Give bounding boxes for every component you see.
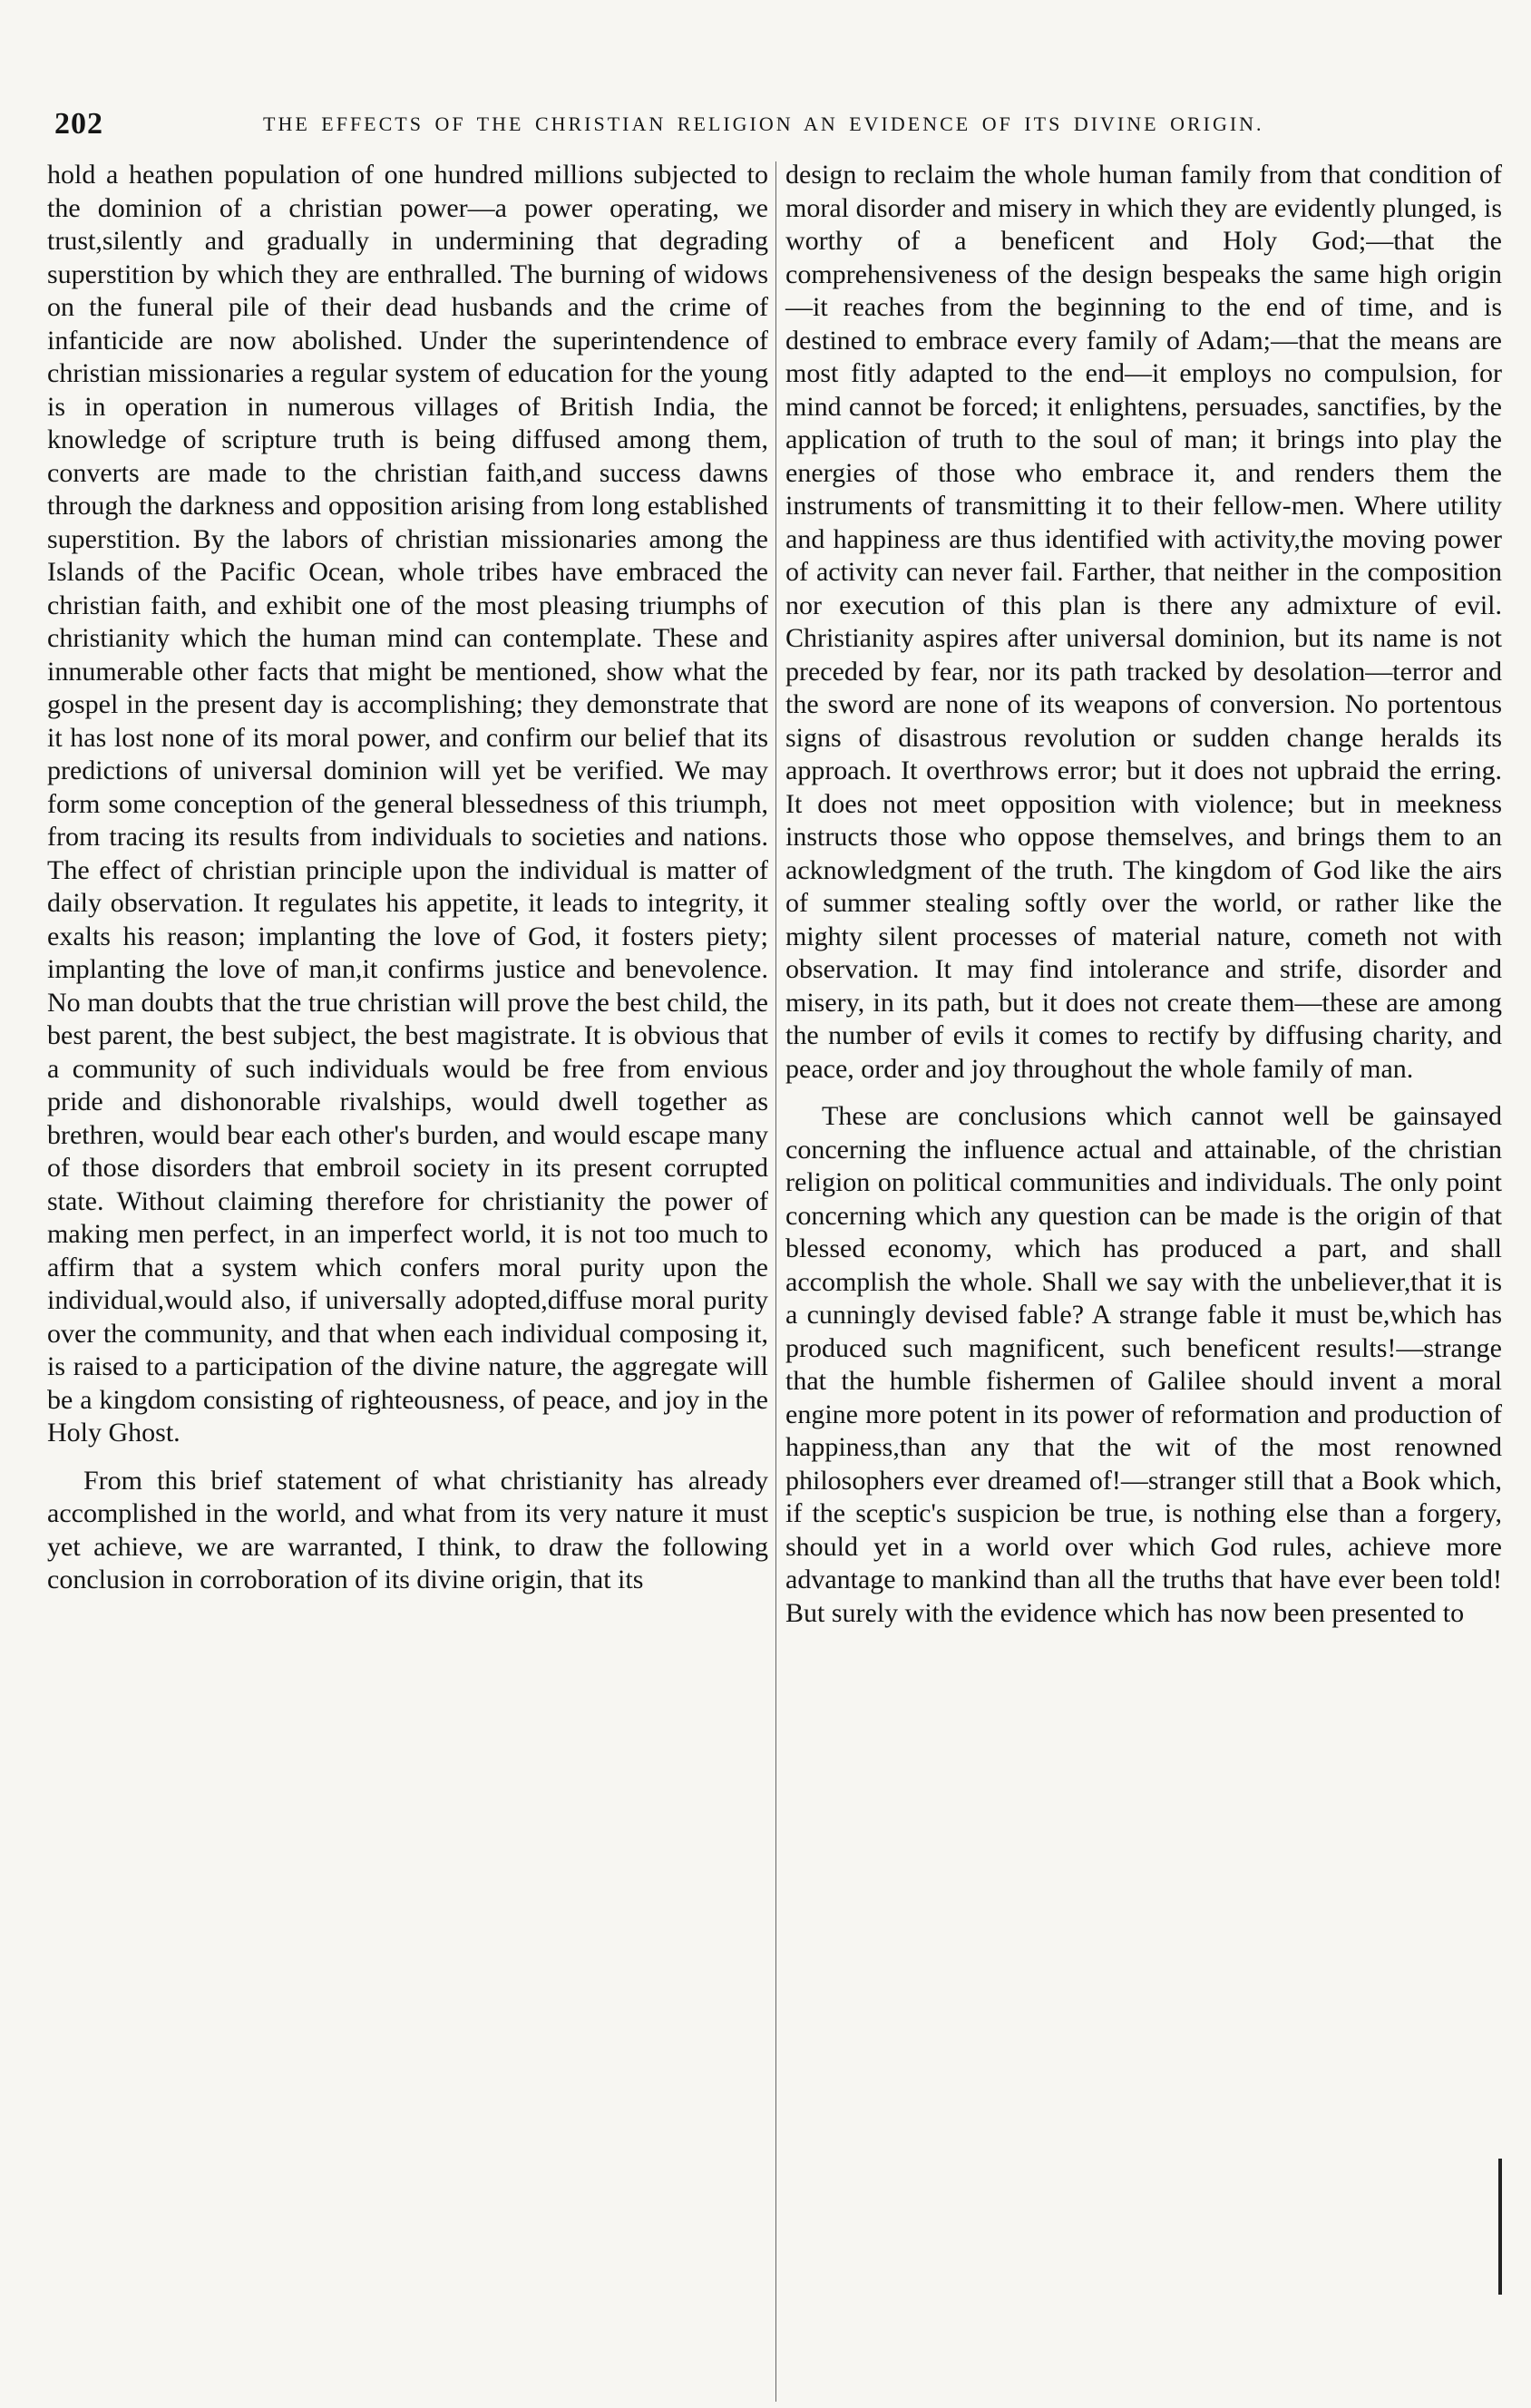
- left-paragraph-2: From this brief statement of what christianity has already accomplished in the world, and what from its very nature it must yet achieve, we are warranted, I think, to draw the following conclusion in corroboration of its divine origin, that its: [47, 1465, 768, 1594]
- left-column: [47, 159, 768, 1597]
- left-paragraph-1: hold a heathen population of one hundred millions subjected to the dominion of a christian power—a power operating, we trust,silently and gradually in undermining that degrading superstition by which they are enthralled. The burning of widows on the funeral pile of their dead husbands and the crime of infanticide are now abolished. Under the superintendence of christian missionaries a regular system of education for the young is in operation in numerous villages of British India, the knowledge of scripture truth is being diffused among them, converts are made to the christian faith,and success dawns through the darkness and opposition arising from long established superstition. By the labors of christian missionaries among the Islands of the Pacific Ocean, whole tribes have embraced the christian faith, and exhibit one of the most pleasing triumphs of christianity which the human mind can contemplate. These and innumerable other facts that might be mentioned, show what the gospel in the present day is accomplishing; they demonstrate that it has lost none of its moral power, and confirm our belief that its predictions of universal dominion will yet be verified. We may form some conception of the general blessedness of this triumph, from tracing its results from individuals to societies and nations. The effect of christian principle upon the individual is matter of daily observation. It regulates his appetite, it leads to integrity, it exalts his reason; implanting the love of God, it fosters piety; implanting the love of man,it confirms justice and benevolence. No man doubts that the true christian will prove the best child, the best parent, the best subject, the best magistrate. It is obvious that a community of such individuals would be free from envious pride and dishonorable rivalships, would dwell together as brethren, would bear each other's burden, and would escape many of those disorders that embroil society in its present corrupted state. Without claiming therefore for christianity the power of making men perfect, in an imperfect world, it is not too much to affirm that a system which confers moral purity upon the individual,would also, if universally adopted,diffuse moral purity over the community, and that when each individual composing it, is raised to a participation of the divine nature, the aggregate will be a kingdom consisting of righteousness, of peace, and joy in the Holy Ghost.: [47, 160, 768, 1448]
- column-divider: [775, 161, 776, 2402]
- running-title: THE EFFECTS OF THE CHRISTIAN RELIGION AN EVIDENCE OF ITS DIVINE ORIGIN.: [263, 112, 1264, 135]
- page-header: [54, 107, 1469, 152]
- right-paragraph-1: design to reclaim the whole human family from that condition of moral disorder and misery in which they are evidently plunged, is worthy of a beneficent and Holy God;—that the comprehensiveness of the design bespeaks the same high origin—it reaches from the beginning to the end of time, and is destined to embrace every family of Adam;—that the means are most fitly adapted to the end—it employs no compulsion, for mind cannot be forced; it enlightens, persuades, sanctifies, by the application of truth to the soul of man; it brings into play the energies of those who embrace it, and renders them the instruments of transmitting it to their fellow-men. Where utility and happiness are thus identified with activity,the moving power of activity can never fail. Farther, that neither in the composition nor execution of this plan is there any admixture of evil. Christianity aspires after universal dominion, but its name is not preceded by fear, nor its path tracked by desolation—terror and the sword are none of its weapons of conversion. No portentous signs of disastrous revolution or sudden change heralds its approach. It overthrows error; but it does not upbraid the erring. It does not meet opposition with violence; but in meekness instructs those who oppose themselves, and brings them to an acknowledgment of the truth. The kingdom of God like the airs of summer stealing softly over the world, or rather like the mighty silent processes of material nature, cometh not with observation. It may find intolerance and strife, disorder and misery, in its path, but it does not create them—these are among the number of evils it comes to rectify by diffusing charity, and peace, order and joy throughout the whole family of man.: [785, 160, 1502, 1084]
- right-column: [785, 159, 1502, 1630]
- binding-edge-mark: [1498, 2159, 1502, 2295]
- page-number: 202: [54, 107, 103, 141]
- right-paragraph-2: These are conclusions which cannot well be gainsayed concerning the influence actual and attainable, of the christian religion on political communities and individuals. The only point concerning which any question can be made is the origin of that blessed economy, which has produced a part, and shall accomplish the whole. Shall we say with the unbeliever,that it is a cunningly devised fable? A strange fable it must be,which has produced such magnificent, such beneficent results!—strange that the humble fishermen of Galilee should invent a moral engine more potent in its power of reformation and production of happiness,than any that the wit of the most renowned philosophers ever dreamed of!—stranger still that a Book which, if the sceptic's suspicion be true, is nothing else than a forgery, should yet in a world over which God rules, achieve more advantage to mankind than all the truths that have ever been told! But surely with the evidence which has now been presented to: [785, 1101, 1502, 1628]
